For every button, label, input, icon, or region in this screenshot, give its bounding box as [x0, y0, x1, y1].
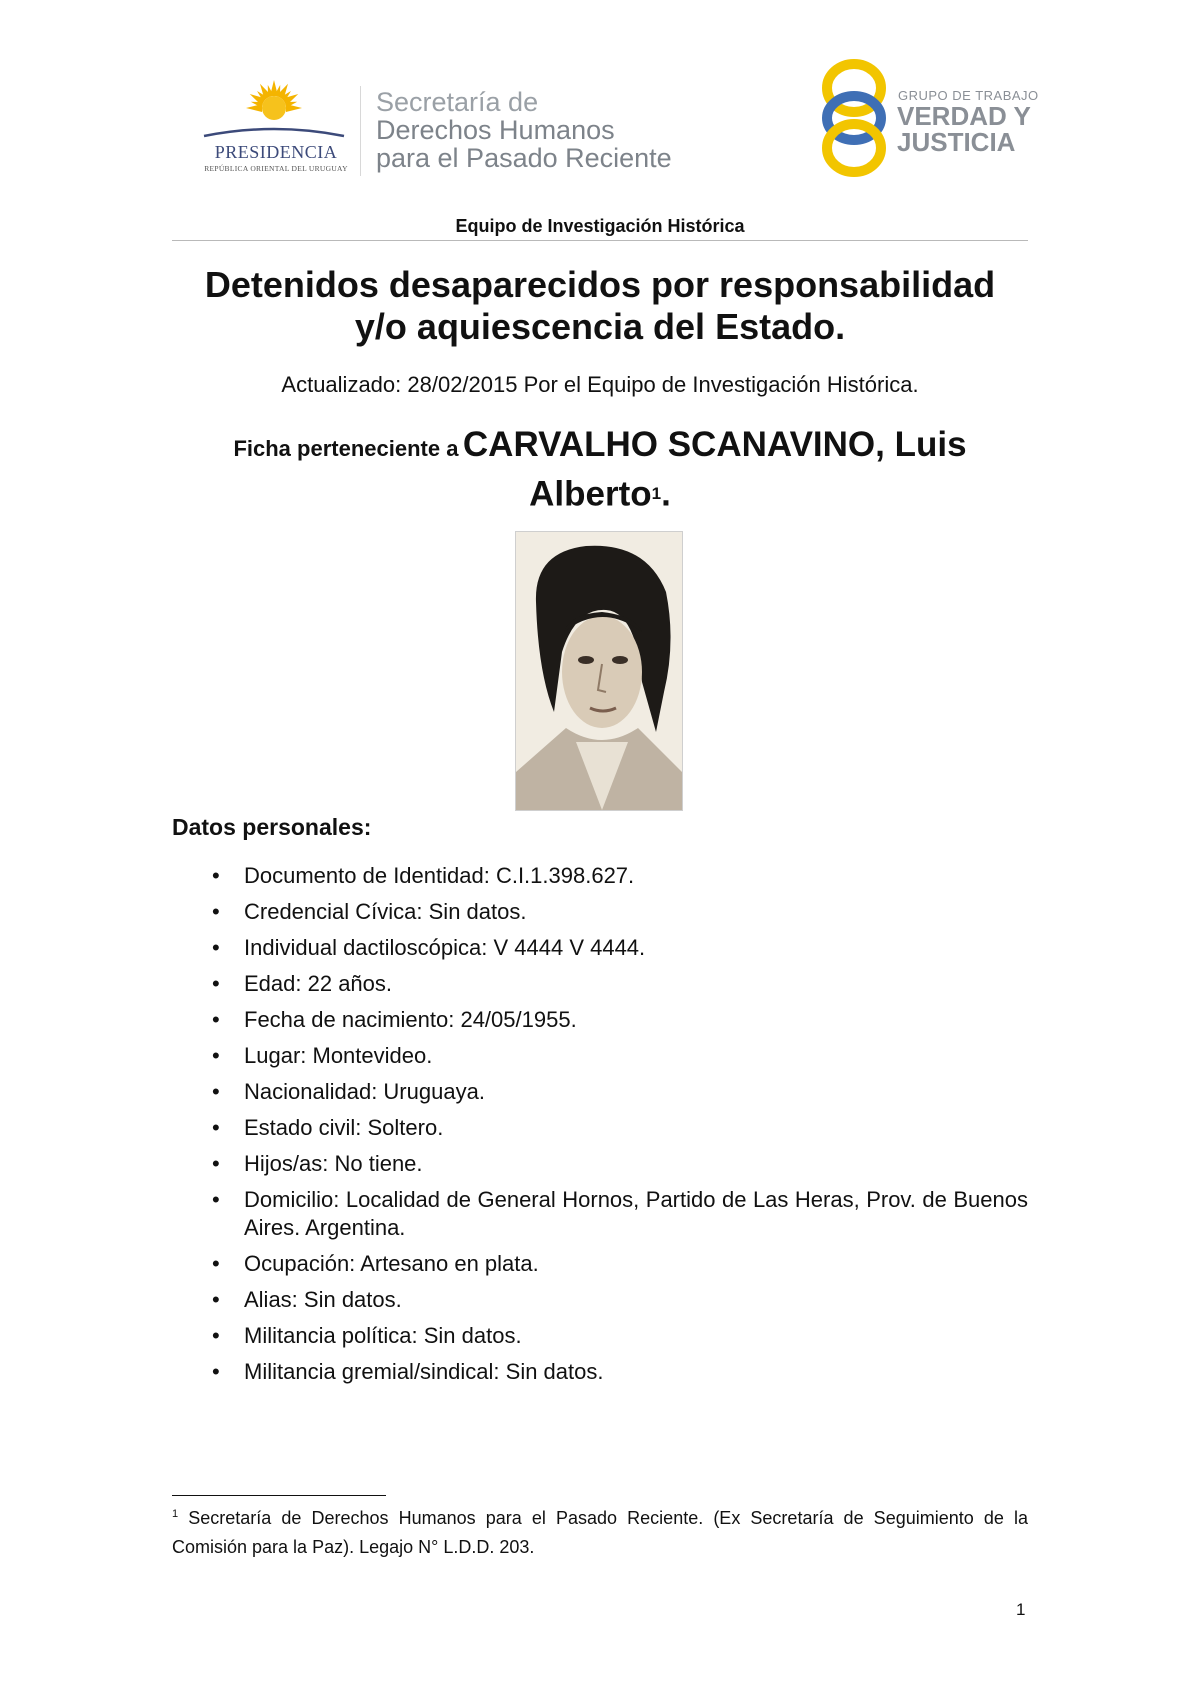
bullet: • [212, 1287, 220, 1312]
header-rule [172, 240, 1028, 241]
verdad-justicia-rings-logo [820, 56, 896, 180]
name-end-period: . [661, 474, 671, 514]
title-line-2: y/o aquiescencia del Estado. [354, 306, 846, 347]
updated-date: Actualizado: 28/02/2015 Por el Equipo de Investigación Histórica. [281, 372, 919, 397]
equipo-header: Equipo de Investigación Histórica [455, 216, 745, 236]
vyj-grupo-label: GRUPO DE TRABAJO [898, 88, 1039, 103]
portrait-photo [515, 531, 683, 811]
list-item-text: Hijos/as: No tiene. [244, 1151, 423, 1176]
secretaria-logo-text [376, 88, 672, 172]
person-name-line-2: Alberto [529, 474, 652, 514]
list-item-text: Credencial Cívica: Sin datos. [244, 899, 527, 924]
list-item-text: Domicilio: Localidad de General Hornos, Partido de Las Heras, Prov. de Buenos Aires. Argentina. [244, 1187, 1028, 1240]
list-item [172, 1114, 1028, 1142]
datos-personales-heading: Datos personales: [172, 814, 372, 840]
list-item [172, 1286, 1028, 1314]
bullet: • [212, 863, 220, 888]
list-item [172, 1078, 1028, 1106]
list-item [172, 898, 1028, 926]
secretaria-line-1: Secretaría de [376, 87, 539, 117]
bullet: • [212, 1187, 220, 1212]
vyj-line-2: JUSTICIA [897, 127, 1016, 157]
secretaria-line-3: para el Pasado Reciente [376, 143, 672, 173]
list-item [172, 1186, 1028, 1242]
bullet: • [212, 971, 220, 996]
title-line-1: Detenidos desaparecidos por responsabilidad [204, 264, 996, 305]
footnote [172, 1500, 1028, 1562]
list-item [172, 1042, 1028, 1070]
portrait-photo-icon [516, 532, 682, 810]
list-item [172, 970, 1028, 998]
list-item [172, 1250, 1028, 1278]
vyj-wordmark [897, 103, 1031, 155]
page-number: 1 [1016, 1600, 1026, 1619]
footnote-reference[interactable]: 1 [651, 484, 662, 503]
list-item [172, 1322, 1028, 1350]
bullet: • [212, 1043, 220, 1068]
footnote-mark: 1 [172, 1508, 179, 1520]
presidencia-sun-logo [194, 78, 354, 178]
person-name-line-1: CARVALHO SCANAVINO, Luis [462, 425, 967, 464]
datos-personales-list [172, 862, 1028, 1394]
secretaria-line-2: Derechos Humanos [376, 115, 615, 145]
presidencia-subtitle: REPÚBLICA ORIENTAL DEL URUGUAY [204, 164, 348, 173]
list-item [172, 862, 1028, 890]
ficha-heading [190, 424, 1010, 522]
bullet: • [212, 1251, 220, 1276]
bullet: • [212, 1115, 220, 1140]
list-item [172, 1150, 1028, 1178]
header-divider [360, 86, 361, 176]
list-item-text: Militancia política: Sin datos. [244, 1323, 522, 1348]
list-item-text: Edad: 22 años. [244, 971, 393, 996]
list-item-text: Alias: Sin datos. [244, 1287, 402, 1312]
document-title [172, 264, 1028, 348]
list-item-text: Nacionalidad: Uruguaya. [244, 1079, 485, 1104]
bullet: • [212, 1359, 220, 1384]
list-item-text: Estado civil: Soltero. [244, 1115, 444, 1140]
ficha-lead: Ficha perteneciente a [233, 436, 459, 461]
list-item-text: Militancia gremial/sindical: Sin datos. [244, 1359, 604, 1384]
footnote-text: Secretaría de Derechos Humanos para el Pasado Reciente. (Ex Secretaría de Seguimiento de la Comisión para la Paz). Legajo N° L.D.D. 203. [172, 1508, 1028, 1557]
footnote-separator [172, 1495, 386, 1496]
list-item-text: Individual dactiloscópica: V 4444 V 4444. [244, 935, 646, 960]
bullet: • [212, 1007, 220, 1032]
list-item-text: Fecha de nacimiento: 24/05/1955. [244, 1007, 577, 1032]
bullet: • [212, 935, 220, 960]
list-item-text: Ocupación: Artesano en plata. [244, 1251, 539, 1276]
bullet: • [212, 1323, 220, 1348]
list-item-text: Lugar: Montevideo. [244, 1043, 433, 1068]
list-item [172, 1358, 1028, 1386]
list-item-text: Documento de Identidad: C.I.1.398.627. [244, 863, 635, 888]
bullet: • [212, 1079, 220, 1104]
bullet: • [212, 1151, 220, 1176]
list-item [172, 934, 1028, 962]
list-item [172, 1006, 1028, 1034]
presidencia-wordmark: PRESIDENCIA [214, 142, 338, 162]
vyj-line-1: VERDAD Y [897, 101, 1031, 131]
bullet: • [212, 899, 220, 924]
